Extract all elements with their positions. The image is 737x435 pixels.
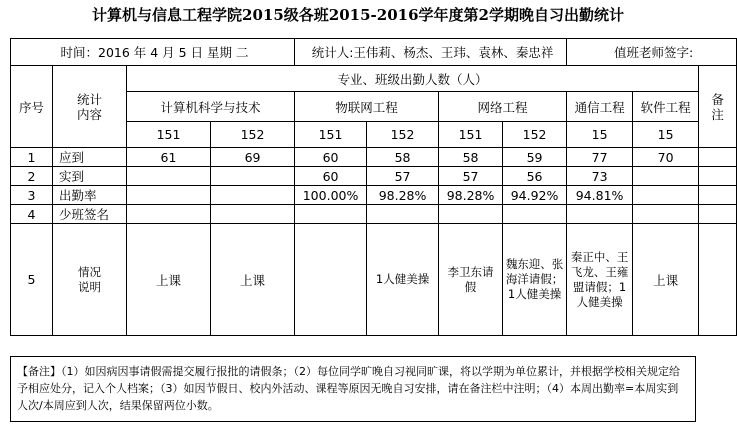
data-cell: 上课 xyxy=(633,224,699,336)
row-no: 3 xyxy=(11,186,53,205)
remark-cell xyxy=(699,167,737,186)
seq-header: 序号 xyxy=(11,66,53,148)
attendance-table xyxy=(10,38,737,336)
major-comm: 通信工程 xyxy=(567,92,633,122)
data-cell xyxy=(211,205,295,224)
data-cell: 1人健美操 xyxy=(367,224,439,336)
data-cell xyxy=(633,186,699,205)
row-no: 1 xyxy=(11,148,53,167)
row-no: 5 xyxy=(11,224,53,336)
data-cell xyxy=(211,186,295,205)
class-cell: 152 xyxy=(503,122,567,148)
row-label: 应到 xyxy=(53,148,127,167)
row-no: 4 xyxy=(11,205,53,224)
data-cell xyxy=(295,224,367,336)
table-row xyxy=(11,186,737,205)
data-cell: 58 xyxy=(439,148,503,167)
major-cs: 计算机科学与技术 xyxy=(127,92,295,122)
data-cell: 56 xyxy=(503,167,567,186)
class-cell: 152 xyxy=(211,122,295,148)
row-label: 出勤率 xyxy=(53,186,127,205)
major-header: 专业、班级出勤人数（人） xyxy=(127,66,699,92)
remark-cell xyxy=(699,224,737,336)
data-cell xyxy=(633,167,699,186)
content-header: 统计内容 xyxy=(53,66,127,148)
time-cell: 时间：2016 年 4 月 5 日 星期 二 xyxy=(11,39,295,66)
data-cell: 61 xyxy=(127,148,211,167)
data-cell: 上课 xyxy=(211,224,295,336)
data-cell xyxy=(567,205,633,224)
row-no: 2 xyxy=(11,167,53,186)
data-cell xyxy=(503,205,567,224)
class-cell: 151 xyxy=(127,122,211,148)
statistician-cell: 统计人:王伟莉、杨杰、王玮、袁林、秦忠祥 xyxy=(295,39,567,66)
data-cell xyxy=(367,205,439,224)
data-cell xyxy=(295,205,367,224)
data-cell xyxy=(633,205,699,224)
remark-cell xyxy=(699,148,737,167)
table-row xyxy=(11,205,737,224)
major-iot: 物联网工程 xyxy=(295,92,439,122)
remark-cell xyxy=(699,205,737,224)
data-cell: 李卫东请假 xyxy=(439,224,503,336)
header-row-1 xyxy=(11,66,737,92)
info-row xyxy=(11,39,737,66)
data-cell: 98.28% xyxy=(367,186,439,205)
data-cell xyxy=(127,186,211,205)
data-cell: 70 xyxy=(633,148,699,167)
data-cell: 57 xyxy=(367,167,439,186)
table-row xyxy=(11,167,737,186)
row-label: 实到 xyxy=(53,167,127,186)
major-software: 软件工程 xyxy=(633,92,699,122)
data-cell: 94.92% xyxy=(503,186,567,205)
page-title: 计算机与信息工程学院2015级各班2015-2016学年度第2学期晚自习出勤统计 xyxy=(92,6,624,24)
data-cell: 73 xyxy=(567,167,633,186)
data-cell xyxy=(439,205,503,224)
class-cell: 151 xyxy=(295,122,367,148)
row-label: 情况说明 xyxy=(53,224,127,336)
class-cell: 151 xyxy=(439,122,503,148)
data-cell xyxy=(127,205,211,224)
row-label: 少班签名 xyxy=(53,205,127,224)
data-cell xyxy=(127,167,211,186)
data-cell: 57 xyxy=(439,167,503,186)
footnote: 【备注】（1）如因病因事请假需提交履行报批的请假条；（2）每位同学旷晚自习视同旷课，将以学期为单位累计，并根据学校相关规定给予相应处分，记入个人档案；（3）如因节假日、校内外活动、课程等原因无晚自习安排，请在备注栏中注明；（4）本周出勤率=本周实到人次/本周应到人次，结果保留两位小数。 xyxy=(10,356,696,422)
class-cell: 152 xyxy=(367,122,439,148)
data-cell: 60 xyxy=(295,167,367,186)
data-cell: 58 xyxy=(367,148,439,167)
data-cell: 98.28% xyxy=(439,186,503,205)
table-row xyxy=(11,224,737,336)
teacher-sign-cell: 值班老师签字: xyxy=(567,39,737,66)
data-cell xyxy=(211,167,295,186)
data-cell: 秦正中、王飞龙、王雍盟请假；1人健美操 xyxy=(567,224,633,336)
data-cell: 77 xyxy=(567,148,633,167)
class-cell: 15 xyxy=(567,122,633,148)
data-cell: 69 xyxy=(211,148,295,167)
data-cell: 59 xyxy=(503,148,567,167)
data-cell: 魏东迎、张海洋请假；1人健美操 xyxy=(503,224,567,336)
major-network: 网络工程 xyxy=(439,92,567,122)
data-cell: 100.00% xyxy=(295,186,367,205)
remark-header: 备注 xyxy=(699,66,737,148)
data-cell: 94.81% xyxy=(567,186,633,205)
class-cell: 15 xyxy=(633,122,699,148)
data-cell: 60 xyxy=(295,148,367,167)
data-cell: 上课 xyxy=(127,224,211,336)
table-row xyxy=(11,148,737,167)
remark-cell xyxy=(699,186,737,205)
